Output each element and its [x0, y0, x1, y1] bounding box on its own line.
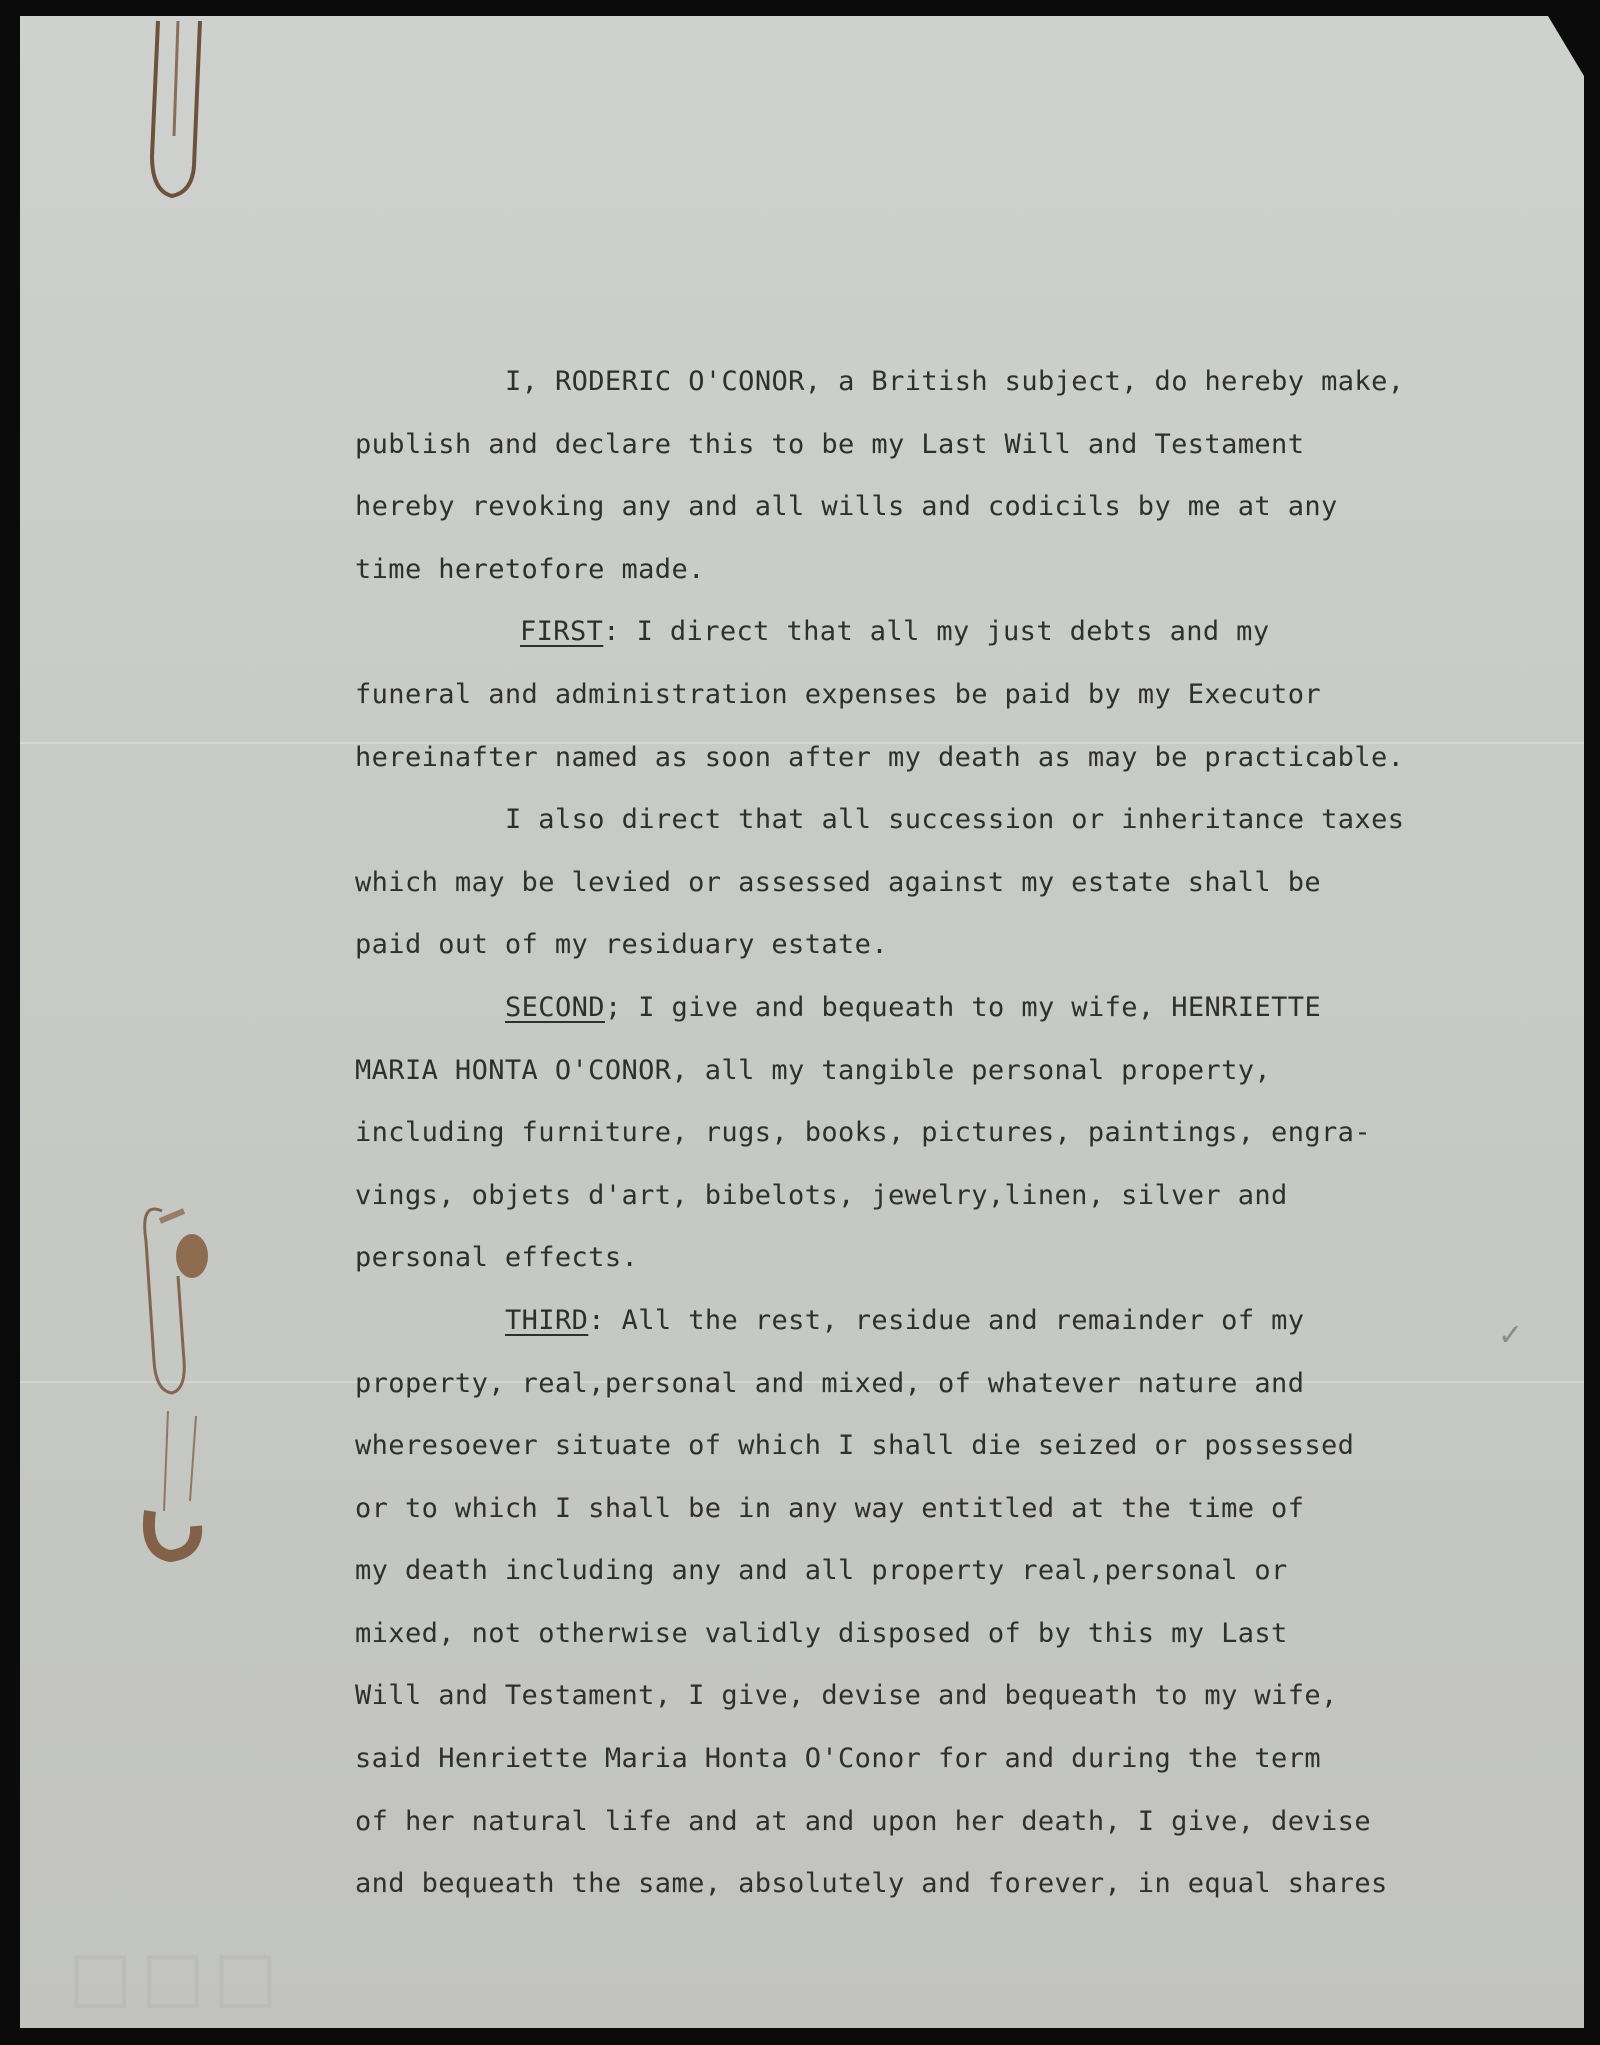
clause-heading-first: FIRST — [520, 616, 604, 648]
text-line: mixed, not otherwise validly disposed of by this my Last — [355, 1617, 1288, 1649]
text-line: wheresoever situate of which I shall die seized or possessed — [355, 1430, 1355, 1462]
text-line: said Henriette Maria Honta O'Conor for and during the term — [355, 1743, 1322, 1775]
clause-heading-third: THIRD — [505, 1304, 589, 1336]
paperclip-rust-mark-top — [130, 16, 240, 216]
text-line: of her natural life and at and upon her death, I give, devise — [355, 1805, 1371, 1837]
text-line: paid out of my residuary estate. — [355, 929, 888, 961]
text-line: I, RODERIC O'CONOR, a British subject, do hereby make, — [505, 366, 1405, 397]
text-line: hereby revoking any and all wills and codicils by me at any — [355, 491, 1338, 523]
text-line: my death including any and all property real,personal or — [355, 1555, 1288, 1587]
text-line: personal effects. — [355, 1242, 639, 1274]
paperclip-rust-mark-bottom — [120, 1181, 240, 1581]
text-line: I also direct that all succession or inheritance taxes — [505, 804, 1405, 836]
text-line: hereinafter named as soon after my death as may be practicable. — [355, 741, 1405, 773]
text-line: funeral and administration expenses be paid by my Executor — [355, 678, 1322, 710]
text-line: including furniture, rugs, books, pictures, paintings, engra- — [355, 1117, 1371, 1149]
text-line: property, real,personal and mixed, of whatever nature and — [355, 1367, 1305, 1399]
text-line: Will and Testament, I give, devise and bequeath to my wife, — [355, 1680, 1338, 1712]
clause-heading-second: SECOND — [505, 991, 605, 1023]
text-line: or to which I shall be in any way entitled at the time of — [355, 1492, 1305, 1524]
torn-corner — [1548, 16, 1584, 76]
show-through-ink: ☐☐☐ — [60, 1941, 278, 2025]
text-line: : I direct that all my just debts and my — [603, 616, 1270, 648]
text-line: MARIA HONTA O'CONOR, all my tangible personal property, — [355, 1054, 1272, 1086]
clause-second-line — [355, 977, 1535, 1040]
will-text — [355, 351, 1535, 1916]
clause-first-line — [355, 601, 1535, 664]
clause-third-line — [355, 1290, 1535, 1353]
text-line: publish and declare this to be my Last Will and Testament — [355, 428, 1305, 460]
text-line: : All the rest, residue and remainder of my — [588, 1304, 1305, 1336]
pencil-tick-mark: ✓ — [1498, 1318, 1524, 1353]
text-line: ; I give and bequeath to my wife, HENRIETTE — [604, 991, 1322, 1023]
text-line: and bequeath the same, absolutely and forever, in equal shares — [355, 1868, 1388, 1900]
text-line: vings, objets d'art, bibelots, jewelry,linen, silver and — [355, 1179, 1288, 1211]
text-line: time heretofore made. — [355, 553, 705, 585]
text-line: which may be levied or assessed against my estate shall be — [355, 866, 1322, 898]
document-page — [20, 16, 1584, 2028]
